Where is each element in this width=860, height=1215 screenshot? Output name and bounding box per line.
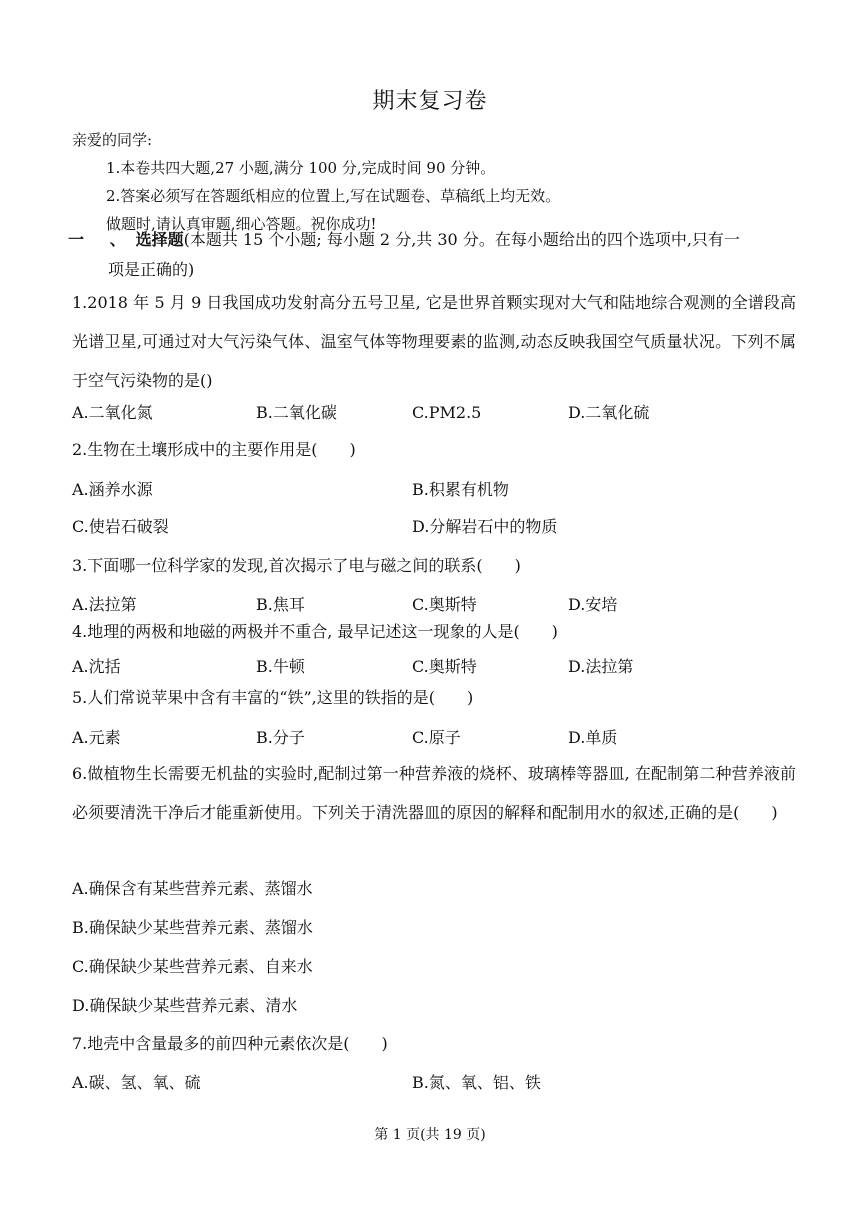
question-1-options (72, 401, 796, 425)
question-2-options-row2 (72, 515, 796, 539)
question-4: 4.地理的两极和地磁的两极并不重合, 最早记述这一现象的人是( ) (72, 622, 558, 641)
intro-note: 1.本卷共四大题,27 小题,满分 100 分,完成时间 90 分钟。 (106, 159, 496, 177)
greeting: 亲爱的同学: (72, 131, 153, 149)
option-d: D.二氧化硫 (568, 403, 650, 422)
option-c: C.奥斯特 (412, 657, 477, 676)
option-c: C.原子 (412, 728, 461, 747)
question-5: 5.人们常说苹果中含有丰富的“铁”,这里的铁指的是( ) (72, 688, 474, 707)
option-a: A.确保含有某些营养元素、蒸馏水 (72, 879, 313, 898)
option-a: A.碳、氢、氧、硫 (72, 1073, 201, 1092)
option-a: A.涵养水源 (72, 480, 153, 499)
intro-note: 2.答案必须写在答题纸相应的位置上,写在试题卷、草稿纸上均无效。 (106, 187, 561, 205)
option-b: B.确保缺少某些营养元素、蒸馏水 (72, 918, 313, 937)
intro-block (72, 126, 812, 238)
option-a: A.二氧化氮 (72, 403, 153, 422)
section-heading (68, 225, 798, 285)
question-5-options (72, 726, 796, 750)
option-b: B.氮、氧、铝、铁 (412, 1073, 541, 1092)
section-number: 一 、 (68, 230, 136, 249)
section-description: (本题共 15 个小题; 每小题 2 分,共 30 分。在每小题给出的四个选项中,只有一 (183, 230, 740, 249)
option-b: B.二氧化碳 (256, 403, 337, 422)
question-2: 2.生物在土壤形成中的主要作用是( ) (72, 440, 356, 459)
option-d: D.法拉第 (568, 657, 634, 676)
option-c: C.奥斯特 (412, 595, 477, 614)
question-3-options (72, 593, 796, 617)
question-6: 6.做植物生长需要无机盐的实验时,配制过第一种营养液的烧杯、玻璃棒等器皿, 在配制第二种营养液前必须要清洗干净后才能重新使用。下列关于清洗器皿的原因的解释和配制用水的叙述,正确的是( ) (72, 764, 796, 822)
question-1: 1.2018 年 5 月 9 日我国成功发射高分五号卫星, 它是世界首颗实现对大气和陆地综合观测的全谱段高光谱卫星,可通过对大气污染气体、温室气体等物理要素的监测,动态反映我国空气质量状况。下列不属于空气污染物的是() (72, 293, 796, 390)
intro-note: 做题时,请认真审题,细心答题。祝你成功! (106, 215, 377, 233)
option-a: A.元素 (72, 728, 121, 747)
question-6-option-b (72, 916, 796, 940)
option-d: D.确保缺少某些营养元素、清水 (72, 996, 298, 1015)
option-c: C.PM2.5 (412, 403, 482, 422)
option-b: B.焦耳 (256, 595, 305, 614)
question-6-option-c (72, 955, 796, 979)
question-6-option-d (72, 994, 796, 1018)
option-c: C.确保缺少某些营养元素、自来水 (72, 957, 313, 976)
option-c: C.使岩石破裂 (72, 517, 169, 536)
question-6-option-a (72, 877, 796, 901)
section-name: 选择题 (135, 230, 184, 249)
option-b: B.牛顿 (256, 657, 305, 676)
option-b: B.积累有机物 (412, 480, 509, 499)
option-a: A.沈括 (72, 657, 121, 676)
option-d: D.安培 (568, 595, 618, 614)
question-2-options-row1 (72, 478, 796, 502)
option-b: B.分子 (256, 728, 305, 747)
option-a: A.法拉第 (72, 595, 137, 614)
question-4-options (72, 655, 796, 679)
page-footer: 第 1 页(共 19 页) (374, 1127, 486, 1143)
option-d: D.单质 (568, 728, 618, 747)
question-7: 7.地壳中含量最多的前四种元素依次是( ) (72, 1034, 388, 1053)
question-3: 3.下面哪一位科学家的发现,首次揭示了电与磁之间的联系( ) (72, 556, 521, 575)
section-description-cont: 项是正确的) (108, 260, 195, 279)
page-title: 期末复习卷 (372, 89, 488, 114)
question-7-options (72, 1071, 796, 1095)
option-d: D.分解岩石中的物质 (412, 517, 558, 536)
